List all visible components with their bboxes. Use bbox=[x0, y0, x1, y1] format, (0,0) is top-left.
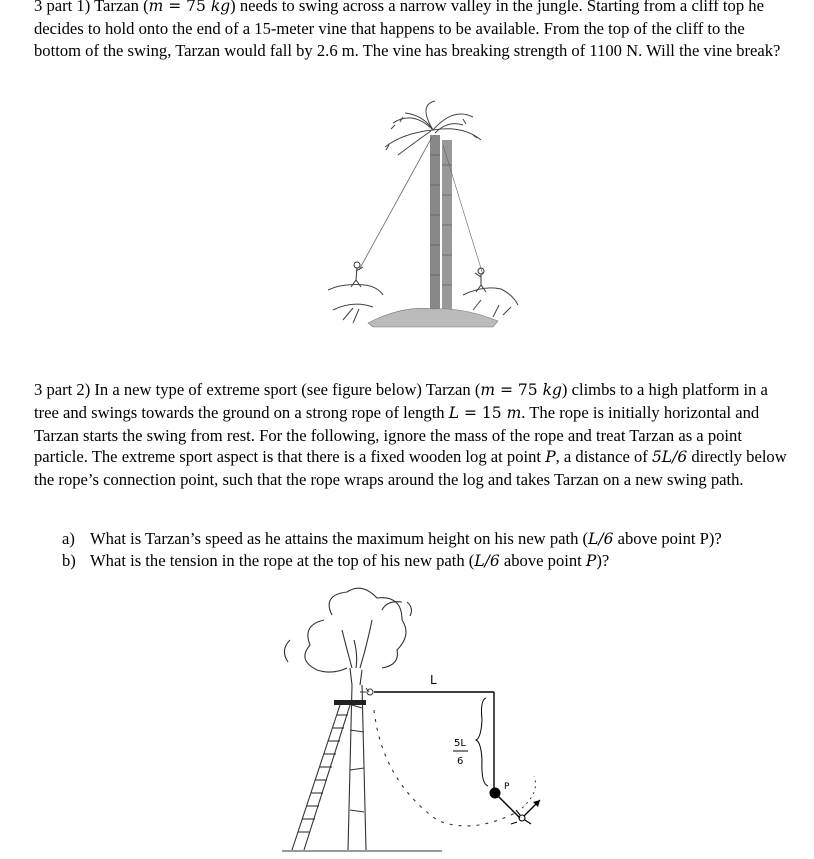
frac-denominator: 6 bbox=[457, 756, 464, 767]
tarzan-figures bbox=[351, 262, 486, 292]
extreme-swing-diagram bbox=[262, 580, 562, 859]
ladder bbox=[292, 705, 350, 850]
distance-bracket bbox=[476, 698, 488, 786]
tree-trunk bbox=[348, 685, 366, 850]
question-b: b) What is the tension in the rope at the top of his new path (L/6 above point P)? bbox=[62, 551, 610, 570]
palm-trunk-left bbox=[430, 135, 440, 310]
swing-path bbox=[374, 710, 517, 826]
jungle-floor bbox=[368, 308, 498, 327]
problem-1-text: 3 part 1) Tarzan (m = 75 kg) needs to swing across a narrow valley in the jungle. Starting from a cliff top he decides to hold onto the end of a 15-meter vine that happens to be available. From the top of the cliff to the bottom of the swing, Tarzan would fall by 2.6 m. The vine has breaking strength of 1100 N. Will the vine break? bbox=[34, 0, 781, 60]
problem-2-text: 3 part 2) In a new type of extreme sport (see figure below) Tarzan (m = 75 kg) climbs to a high platform in a tree and swings towards the ground on a strong rope of length L = 15 m. The rope is initially horizontal and Tarzan starts the swing from rest. For the following, ignore the mass of the rope and treat Tarzan as a point particle. The extreme sport aspect is that there is a fixed wooden log at point P, a distance of 5L/6 directly below the rope’s connection point, such that the rope wraps around the log and takes Tarzan on a new swing path. bbox=[34, 380, 787, 490]
platform bbox=[334, 700, 366, 705]
question-a: a) What is Tarzan’s speed as he attains the maximum height on his new path (L/6 above point P)? bbox=[62, 529, 722, 548]
length-label: L bbox=[430, 673, 437, 687]
point-label: P bbox=[504, 782, 510, 792]
swing-path-upper bbox=[522, 776, 536, 808]
vine bbox=[359, 137, 432, 270]
question-list bbox=[62, 528, 802, 572]
rope-wrapped bbox=[495, 793, 520, 818]
palm-tree-swing-illustration bbox=[323, 95, 523, 335]
tree-canopy bbox=[284, 588, 411, 685]
frac-numerator: 5L bbox=[454, 738, 466, 749]
